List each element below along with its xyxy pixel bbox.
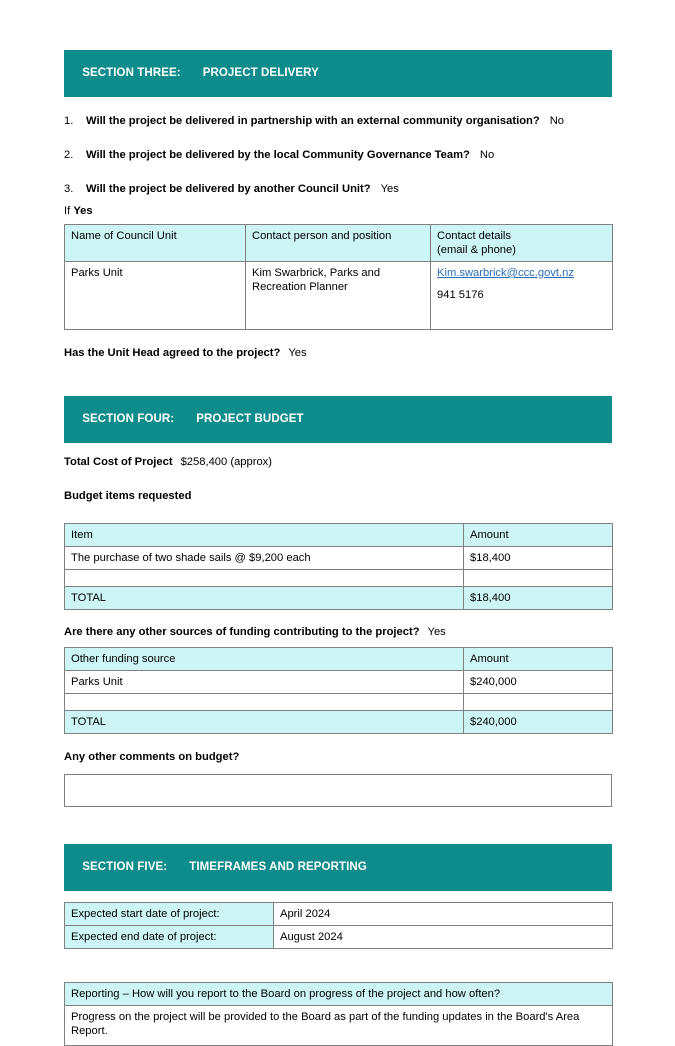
contact-phone: 941 5176 [437,289,484,301]
section-three-title: PROJECT DELIVERY [202,67,319,79]
cell-budget-amount [464,570,613,587]
section-three-label: SECTION THREE: [82,67,181,79]
question-3 [64,182,612,196]
col-header-unit-name: Name of Council Unit [65,225,246,262]
cell-unit-name: Parks Unit [65,262,246,330]
unit-head-question-row [64,346,612,360]
question-2-number: 2. [64,149,74,161]
question-2 [64,148,612,162]
table-row [65,903,613,926]
col-header-funding-source: Other funding source [65,648,464,671]
table-header-row [65,648,613,671]
section-five-title: TIMEFRAMES AND REPORTING [189,861,367,873]
reporting-answer: Progress on the project will be provided to the Board as part of the funding updates in the Board's Area Report. [65,1006,613,1046]
question-1-number: 1. [64,115,74,127]
council-unit-table [64,224,613,330]
cell-contact-person: Kim Swarbrick, Parks and Recreation Planner [246,262,431,330]
other-funding-question-row [64,625,612,639]
total-cost-label: Total Cost of Project [64,456,173,468]
section-four-header [64,396,612,443]
other-funding-question: Are there any other sources of funding contributing to the project? [64,626,420,638]
contact-details-line1: Contact details [437,230,512,242]
budget-items-label: Budget items requested [64,490,192,502]
section-four-title: PROJECT BUDGET [196,413,304,425]
cell-funding-amount: $240,000 [464,671,613,694]
table-total-row [65,587,613,610]
cell-funding-source: Parks Unit [65,671,464,694]
table-header-row [65,983,613,1006]
comments-label: Any other comments on budget? [64,751,240,763]
timeframes-table [64,902,613,949]
col-header-contact-person: Contact person and position [246,225,431,262]
question-2-text: Will the project be delivered by the local Community Governance Team? [86,149,470,161]
question-3-number: 3. [64,183,74,195]
cell-budget-item [65,570,464,587]
other-funding-table [64,647,613,734]
col-header-item: Item [65,524,464,547]
reporting-table [64,982,613,1046]
total-cost-value: $258,400 (approx) [180,456,273,468]
if-yes-word: Yes [73,205,93,217]
row-label-start-date: Expected start date of project: [65,903,274,926]
question-3-answer: Yes [380,183,399,195]
cell-start-date: April 2024 [274,903,613,926]
funding-total-label: TOTAL [65,711,464,734]
col-header-amount: Amount [464,524,613,547]
col-header-contact-details [431,225,613,262]
table-row [65,262,613,330]
section-five-header [64,844,612,891]
question-3-text: Will the project be delivered by another Council Unit? [86,183,371,195]
question-1-answer: No [549,115,565,127]
funding-total-value: $240,000 [464,711,613,734]
cell-budget-amount: $18,400 [464,547,613,570]
question-1 [64,114,612,128]
table-row [65,547,613,570]
section-five-label: SECTION FIVE: [82,861,168,873]
budget-total-value: $18,400 [464,587,613,610]
cell-funding-amount [464,694,613,711]
table-header-row [65,524,613,547]
budget-items-table [64,523,613,610]
cell-funding-source [65,694,464,711]
table-row [65,570,613,587]
section-three-header [64,50,612,97]
section-four-label: SECTION FOUR: [82,413,175,425]
table-row [65,694,613,711]
row-label-end-date: Expected end date of project: [65,926,274,949]
if-yes-label: If Yes [64,205,93,217]
table-row [65,671,613,694]
table-row [65,926,613,949]
contact-email-link[interactable]: Kim.swarbrick@ccc.govt.nz [437,267,574,279]
document-page [64,0,612,1046]
table-row [65,1006,613,1046]
budget-comments-box[interactable] [64,774,612,807]
question-2-answer: No [479,149,495,161]
cell-budget-item: The purchase of two shade sails @ $9,200 each [65,547,464,570]
table-total-row [65,711,613,734]
unit-head-question: Has the Unit Head agreed to the project? [64,347,281,359]
contact-details-line2: (email & phone) [437,244,516,256]
table-header-row [65,225,613,262]
col-header-funding-amount: Amount [464,648,613,671]
question-1-text: Will the project be delivered in partnership with an external community organisation? [86,115,540,127]
cell-contact-details [431,262,613,330]
cell-end-date: August 2024 [274,926,613,949]
total-cost-row [64,455,612,469]
unit-head-answer: Yes [288,347,307,359]
other-funding-answer: Yes [427,626,446,638]
budget-total-label: TOTAL [65,587,464,610]
reporting-question: Reporting – How will you report to the Board on progress of the project and how often? [65,983,613,1006]
